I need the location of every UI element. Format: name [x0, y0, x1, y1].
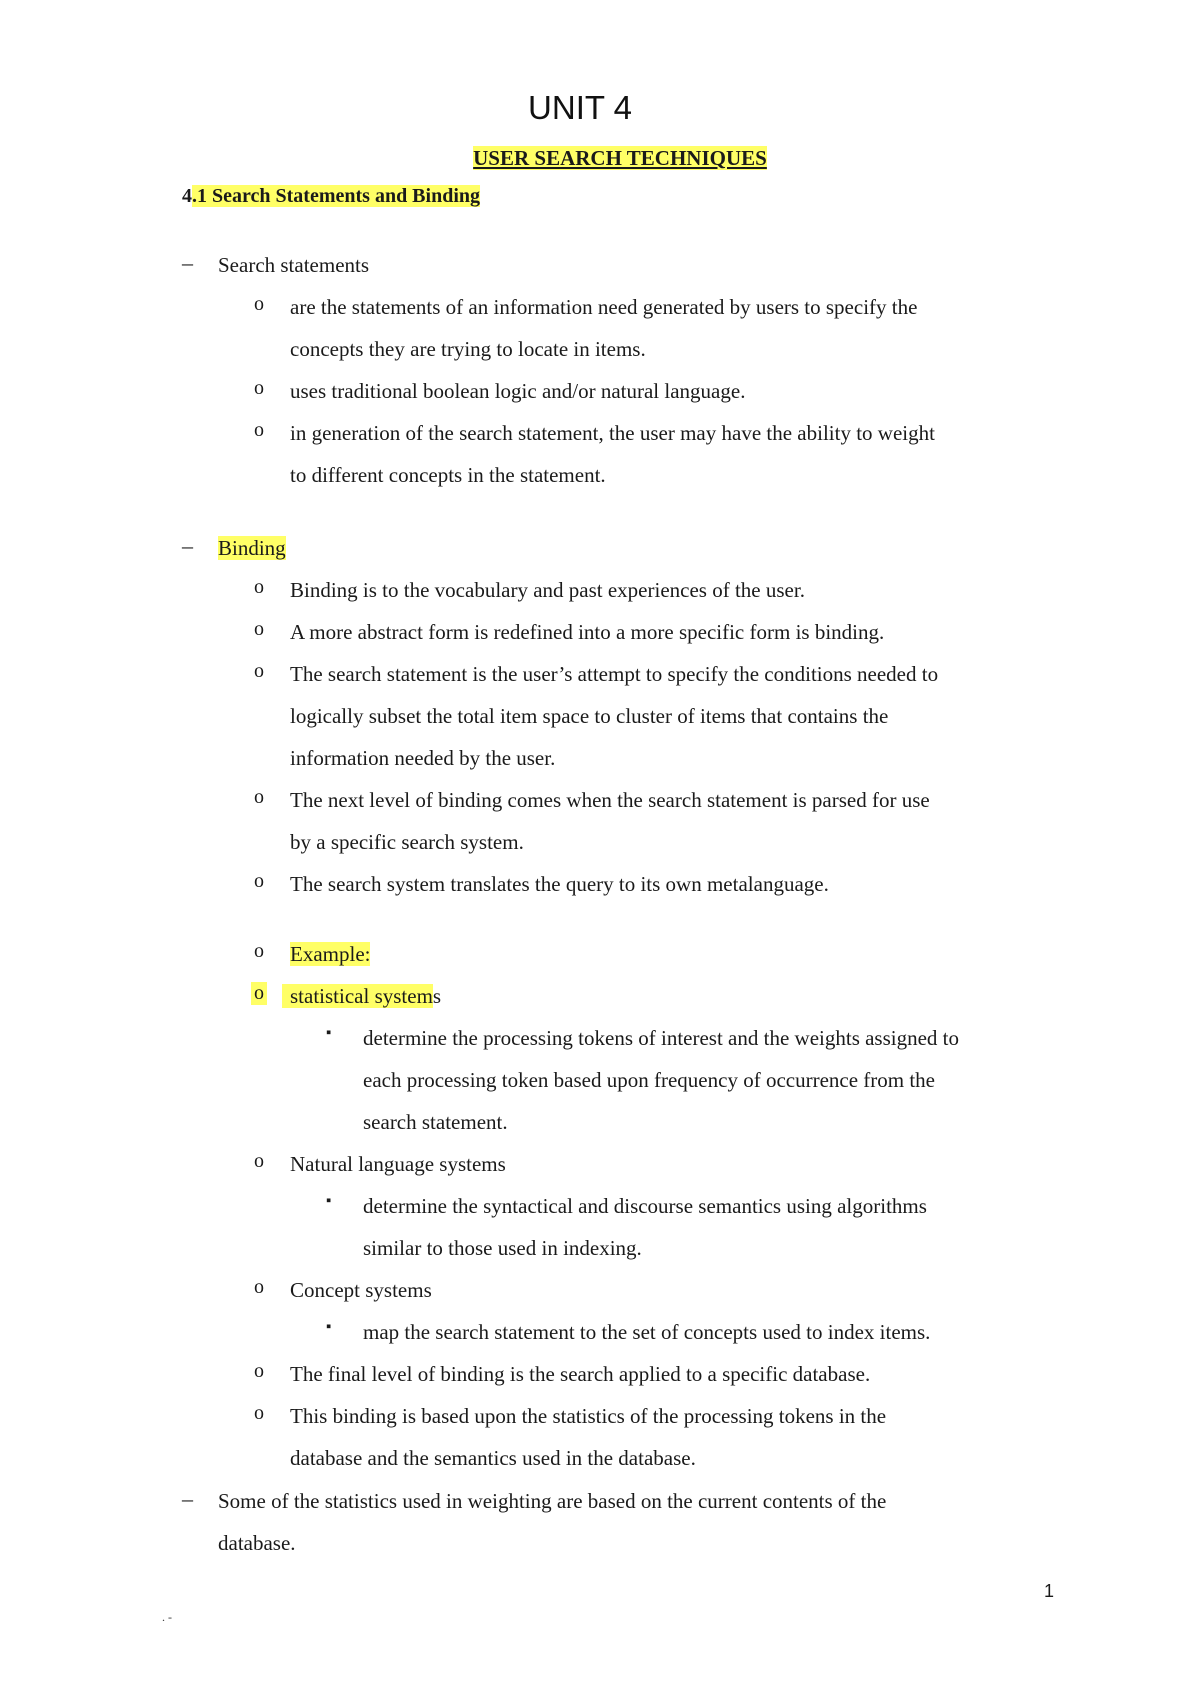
list-item-statistical	[282, 983, 441, 1009]
list-item-text: by a specific search system.	[290, 830, 524, 854]
list-item-text: The search statement is the user’s attempt to specify the conditions needed to	[290, 662, 939, 686]
list-item-text: concepts they are trying to locate in items.	[290, 337, 646, 361]
example-highlight: Example:	[290, 942, 371, 966]
list-item-text: Concept systems	[290, 1278, 432, 1302]
circle-bullet: o	[254, 618, 264, 640]
dash-bullet: –	[182, 250, 193, 275]
circle-bullet: o	[254, 1360, 264, 1382]
square-bullet: ▪	[326, 1193, 332, 1209]
circle-bullet: o	[254, 660, 264, 682]
list-item-text: map the search statement to the set of concepts used to index items.	[363, 1320, 931, 1344]
circle-bullet: o	[254, 1150, 264, 1172]
list-item-text: The next level of binding comes when the search statement is parsed for use	[290, 788, 930, 812]
list-item-text: similar to those used in indexing.	[363, 1236, 642, 1260]
list-item-example	[290, 941, 370, 967]
circle-bullet: o	[254, 786, 264, 808]
list-item-text: This binding is based upon the statistics of the processing tokens in the	[290, 1404, 887, 1428]
circle-bullet: o	[254, 870, 264, 892]
page-number: 1	[1044, 1581, 1055, 1601]
list-item-text: to different concepts in the statement.	[290, 463, 606, 487]
list-item-text: database.	[218, 1531, 296, 1555]
binding-highlight: Binding	[218, 536, 286, 560]
statistical-highlight: statistical system	[282, 984, 433, 1008]
subtitle	[0, 146, 1200, 171]
circle-bullet-highlighted: o	[251, 982, 267, 1005]
section-heading	[182, 185, 480, 208]
list-item-text: logically subset the total item space to cluster of items that contains the	[290, 704, 889, 728]
list-item-text: A more abstract form is redefined into a more specific form is binding.	[290, 620, 885, 644]
list-item-text: are the statements of an information need generated by users to specify the	[290, 295, 918, 319]
list-item-text: database and the semantics used in the database.	[290, 1446, 696, 1470]
list-item-text: in generation of the search statement, the user may have the ability to weight	[290, 421, 935, 445]
list-item-text: The final level of binding is the search applied to a specific database.	[290, 1362, 871, 1386]
list-item-text: determine the processing tokens of interest and the weights assigned to	[363, 1026, 960, 1050]
list-item-text: each processing token based upon frequency of occurrence from the	[363, 1068, 936, 1092]
square-bullet: ▪	[326, 1025, 332, 1041]
circle-bullet: o	[254, 576, 264, 598]
list-item-text: determine the syntactical and discourse semantics using algorithms	[363, 1194, 927, 1218]
list-item-search-statements: Search statements	[218, 253, 370, 277]
circle-bullet: o	[254, 293, 264, 315]
section-number: 4	[182, 185, 192, 207]
list-item-binding	[218, 535, 286, 561]
subtitle-text: USER SEARCH TECHNIQUES	[473, 146, 767, 170]
circle-bullet: o	[254, 419, 264, 441]
list-item-text: Some of the statistics used in weighting are based on the current contents of the	[218, 1489, 887, 1513]
circle-bullet: o	[254, 1276, 264, 1298]
circle-bullet: o	[254, 377, 264, 399]
list-item-text: information needed by the user.	[290, 746, 556, 770]
list-item-text: uses traditional boolean logic and/or natural language.	[290, 379, 746, 403]
page-title: UNIT 4	[528, 89, 632, 126]
circle-bullet: o	[254, 940, 264, 962]
list-item-text: search statement.	[363, 1110, 508, 1134]
dash-bullet: –	[182, 533, 193, 558]
dash-bullet: –	[182, 1486, 193, 1511]
footer-mark: . -	[162, 1610, 172, 1624]
section-title: .1 Search Statements and Binding	[192, 185, 481, 207]
statistical-tail: s	[432, 984, 442, 1008]
square-bullet: ▪	[326, 1319, 332, 1335]
list-item-text: Natural language systems	[290, 1152, 506, 1176]
circle-bullet: o	[254, 1402, 264, 1424]
list-item-text: Binding is to the vocabulary and past experiences of the user.	[290, 578, 805, 602]
list-item-text: The search system translates the query to its own metalanguage.	[290, 872, 829, 896]
